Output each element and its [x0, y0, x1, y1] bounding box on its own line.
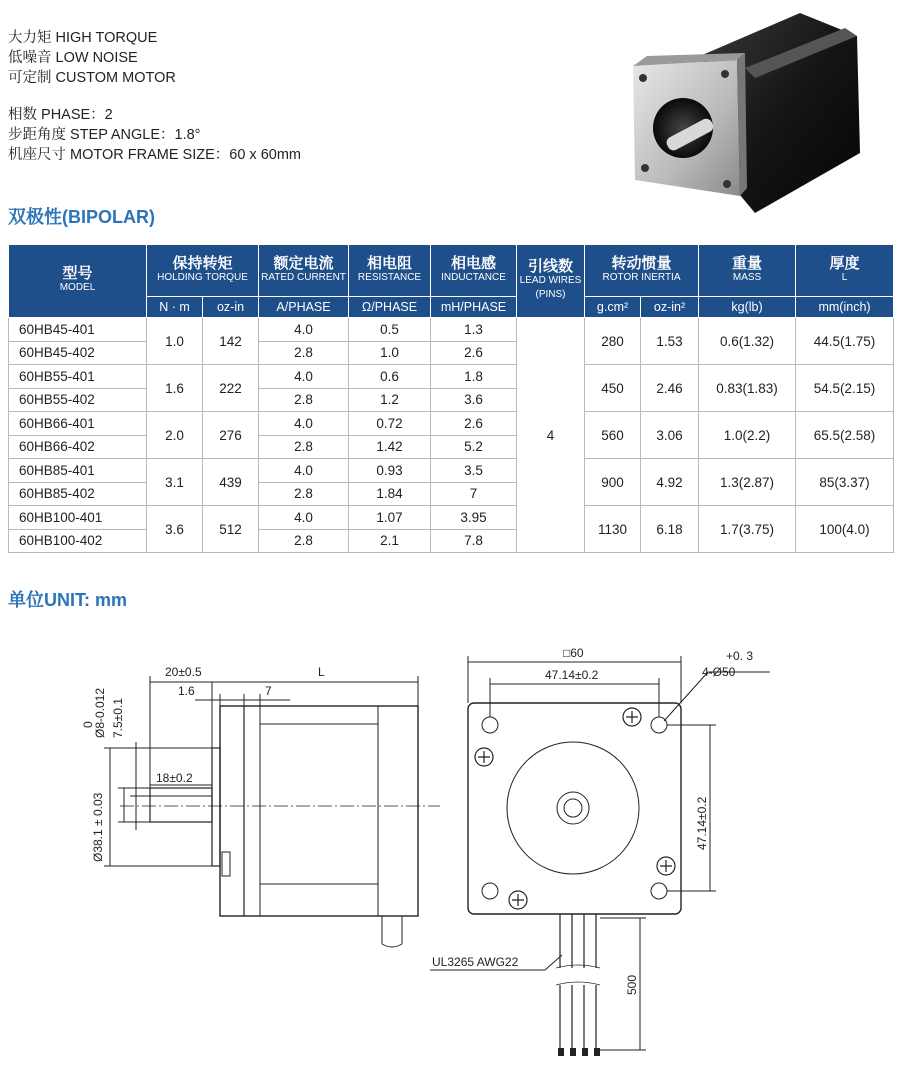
th-current: 额定电流 RATED CURRENT: [259, 245, 349, 297]
th-unit-mh: mH/PHASE: [431, 297, 517, 318]
cell-resistance: 1.84: [349, 482, 431, 506]
cell-inductance: 2.6: [431, 412, 517, 436]
cell-model: 60HB66-401: [9, 412, 147, 436]
th-inductance: 相电感 INDUCTANCE: [431, 245, 517, 297]
th-model: 型号 MODEL: [9, 245, 147, 318]
cell-torque-ozin: 276: [203, 412, 259, 459]
cell-inductance: 3.95: [431, 506, 517, 530]
cell-resistance: 1.0: [349, 341, 431, 365]
table-row: [9, 506, 894, 530]
cell-inductance: 3.5: [431, 459, 517, 483]
cell-current: 2.8: [259, 388, 349, 412]
cell-resistance: 2.1: [349, 529, 431, 553]
cell-current: 2.8: [259, 529, 349, 553]
dim-60: □60: [563, 646, 584, 660]
cell-inertia-g: 560: [585, 412, 641, 459]
dim-zero: 0: [81, 721, 95, 728]
th-unit-kg: kg(lb): [699, 297, 796, 318]
dim-holes: 4-Ø50: [702, 665, 736, 679]
cell-length: 44.5(1.75): [796, 318, 894, 365]
dim-7-5: 7.5±0.1: [111, 698, 125, 738]
th-resistance: 相电阻 RESISTANCE: [349, 245, 431, 297]
dim-500: 500: [625, 974, 639, 995]
th-unit-nm: N · m: [147, 297, 203, 318]
cell-resistance: 1.42: [349, 435, 431, 459]
cell-inertia-oz: 6.18: [641, 506, 699, 553]
front-view: [430, 656, 770, 1056]
cell-torque-ozin: 439: [203, 459, 259, 506]
th-inertia: 转动惯量 ROTOR INERTIA: [585, 245, 699, 297]
cell-current: 2.8: [259, 341, 349, 365]
cell-torque-nm: 3.6: [147, 506, 203, 553]
cell-resistance: 0.5: [349, 318, 431, 342]
cell-model: 60HB45-401: [9, 318, 147, 342]
dim-L: L: [318, 665, 325, 679]
feature-low-noise: 低噪音 LOW NOISE: [8, 50, 138, 66]
table-row: [9, 318, 894, 342]
cell-mass: 1.3(2.87): [699, 459, 796, 506]
cell-resistance: 1.07: [349, 506, 431, 530]
cell-inductance: 1.3: [431, 318, 517, 342]
cell-inductance: 3.6: [431, 388, 517, 412]
cell-length: 100(4.0): [796, 506, 894, 553]
cell-inertia-g: 280: [585, 318, 641, 365]
cell-inertia-g: 1130: [585, 506, 641, 553]
cell-mass: 0.83(1.83): [699, 365, 796, 412]
table-row: [9, 412, 894, 436]
cell-resistance: 1.2: [349, 388, 431, 412]
spec-table: [8, 244, 894, 553]
cell-length: 85(3.37): [796, 459, 894, 506]
feature-high-torque: 大力矩 HIGH TORQUE: [8, 30, 158, 46]
th-mass: 重量 MASS: [699, 245, 796, 297]
cell-current: 4.0: [259, 506, 349, 530]
spec-phase: 相数 PHASE：2: [8, 107, 113, 123]
cell-torque-nm: 1.0: [147, 318, 203, 365]
cell-model: 60HB66-402: [9, 435, 147, 459]
cell-mass: 0.6(1.32): [699, 318, 796, 365]
th-unit-ozin2: oz-in²: [641, 297, 699, 318]
cell-torque-nm: 1.6: [147, 365, 203, 412]
th-unit-ohm: Ω/PHASE: [349, 297, 431, 318]
cable-label: UL3265 AWG22: [432, 955, 519, 969]
dim-47-14-horizontal: 47.14±0.2: [545, 668, 599, 682]
th-torque: 保持转矩 HOLDING TORQUE: [147, 245, 259, 297]
cell-model: 60HB45-402: [9, 341, 147, 365]
cell-inductance: 1.8: [431, 365, 517, 389]
cell-resistance: 0.72: [349, 412, 431, 436]
side-view: [104, 676, 440, 947]
cell-resistance: 0.6: [349, 365, 431, 389]
dim-47-14-vertical: 47.14±0.2: [695, 796, 709, 850]
cell-inertia-g: 450: [585, 365, 641, 412]
th-leads: 引线数 LEAD WIRES (PINS): [517, 245, 585, 318]
cell-model: 60HB55-402: [9, 388, 147, 412]
th-unit-mm: mm(inch): [796, 297, 894, 318]
feature-list: [8, 28, 176, 88]
cell-inertia-oz: 1.53: [641, 318, 699, 365]
cell-model: 60HB85-401: [9, 459, 147, 483]
cell-torque-ozin: 142: [203, 318, 259, 365]
unit-title: 单位UNIT: mm: [8, 590, 128, 610]
cell-current: 4.0: [259, 318, 349, 342]
cell-current: 2.8: [259, 435, 349, 459]
cell-inertia-oz: 2.46: [641, 365, 699, 412]
cell-model: 60HB55-401: [9, 365, 147, 389]
cell-inertia-oz: 4.92: [641, 459, 699, 506]
spec-list: [8, 105, 301, 165]
dim-18: 18±0.2: [156, 771, 193, 785]
cell-current: 4.0: [259, 365, 349, 389]
cell-mass: 1.7(3.75): [699, 506, 796, 553]
cell-inductance: 5.2: [431, 435, 517, 459]
th-length: 厚度 L: [796, 245, 894, 297]
cell-lead-wires: 4: [517, 318, 585, 553]
bipolar-title: 双极性(BIPOLAR): [8, 207, 155, 227]
cell-inductance: 7: [431, 482, 517, 506]
th-unit-ozin: oz-in: [203, 297, 259, 318]
spec-step-angle: 步距角度 STEP ANGLE：1.8°: [8, 127, 201, 143]
cell-mass: 1.0(2.2): [699, 412, 796, 459]
cell-inductance: 7.8: [431, 529, 517, 553]
cell-torque-ozin: 222: [203, 365, 259, 412]
cell-length: 54.5(2.15): [796, 365, 894, 412]
cell-resistance: 0.93: [349, 459, 431, 483]
dim-1-6: 1.6: [178, 684, 195, 698]
feature-custom-motor: 可定制 CUSTOM MOTOR: [8, 70, 176, 86]
motor-photo: [625, 8, 865, 218]
cell-model: 60HB85-402: [9, 482, 147, 506]
dim-tolerance: +0. 3: [726, 649, 754, 663]
cell-torque-ozin: 512: [203, 506, 259, 553]
th-unit-gcm2: g.cm²: [585, 297, 641, 318]
table-row: [9, 365, 894, 389]
cell-torque-nm: 3.1: [147, 459, 203, 506]
cell-inertia-g: 900: [585, 459, 641, 506]
cell-model: 60HB100-401: [9, 506, 147, 530]
spec-frame-size: 机座尺寸 MOTOR FRAME SIZE：60 x 60mm: [8, 147, 301, 163]
dimension-drawing: [0, 620, 900, 1090]
dim-20: 20±0.5: [165, 665, 202, 679]
cell-model: 60HB100-402: [9, 529, 147, 553]
dim-shaft-dia: Ø8-0.012: [93, 687, 107, 738]
cell-inertia-oz: 3.06: [641, 412, 699, 459]
cell-current: 2.8: [259, 482, 349, 506]
cell-torque-nm: 2.0: [147, 412, 203, 459]
cell-current: 4.0: [259, 412, 349, 436]
dim-boss-dia: Ø38.1 ± 0.03: [91, 792, 105, 862]
cell-inductance: 2.6: [431, 341, 517, 365]
cell-current: 4.0: [259, 459, 349, 483]
dim-7: 7: [265, 684, 272, 698]
cell-length: 65.5(2.58): [796, 412, 894, 459]
th-unit-aphase: A/PHASE: [259, 297, 349, 318]
table-row: [9, 459, 894, 483]
